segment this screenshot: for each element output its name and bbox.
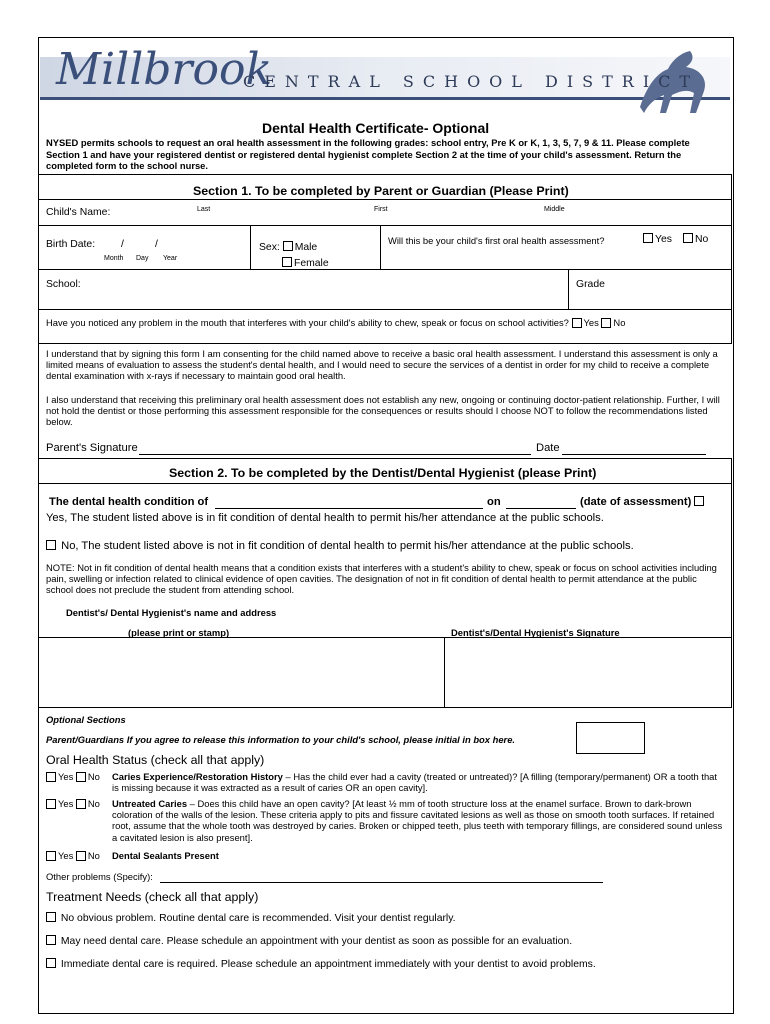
student-name-line[interactable] [215,508,483,509]
sealants-no-checkbox[interactable] [76,851,86,861]
sealants-yes-no [46,850,100,862]
first-assessment-yes [643,234,672,245]
date-label: Date [536,442,560,454]
divider [38,637,732,638]
parent-signature-line[interactable] [139,454,531,455]
sex-field [259,242,317,253]
section1-heading: Section 1. To be completed by Parent or Guardian (Please Print) [193,184,569,198]
yes-label: Yes [58,771,74,782]
sealants-yes-checkbox[interactable] [46,851,56,861]
month-label: Month [104,255,124,262]
yes-label: Yes [58,850,74,861]
male-checkbox[interactable] [283,241,293,251]
intro-text: NYSED permits schools to request an oral health assessment in the following grades: school entry, Pre K or K, 1, 3, 5, 7, 9 & 11. Please complete Section 1 and have your registered dentist or registered dental hygienist complete Section 2 at the time of your child's assessment. Return the completed form to the school nurse. [46,137,690,171]
release-text: Parent/Guardians If you agree to release this information to your child's school, please initial in box here. [46,734,516,745]
no-label: No [87,771,100,782]
problem-no-checkbox[interactable] [601,318,611,328]
note-text: NOTE: Not in fit condition of dental health means that a condition exists that interferes with a student's ability to chew, speak or focus on school activities including pain, swelling or infection related to clinical evidence of open cavities. The designation of not in fit condition of dental health to permit attendance at the public school does not preclude the student from attending school. [46,562,717,596]
treatment-2-checkbox[interactable] [46,935,56,945]
dentist-signature-field[interactable] [446,639,730,707]
treatment-1-checkbox[interactable] [46,912,56,922]
first-assessment-question: Will this be your child's first oral health assessment? [388,235,605,246]
optional-heading: Optional Sections [46,714,126,725]
caries-title: Caries Experience/Restoration History [112,771,283,782]
treatment-option-3 [46,959,596,970]
date-line[interactable] [562,454,706,455]
first-assessment-no [683,234,708,245]
untreated-yes-checkbox[interactable] [46,799,56,809]
middle-label: Middle [544,206,565,213]
problem-yes-checkbox[interactable] [572,318,582,328]
problem-question-text: Have you noticed any problem in the mouth that interferes with your child's ability to chew, speak or focus on school activities? [46,317,569,328]
divider [38,483,732,484]
divider [568,269,569,309]
female-label: Female [294,258,329,269]
birth-date-label: Birth Date: [46,239,96,250]
divider [250,225,251,269]
no-label: No [613,317,626,328]
fit-yes-text: Yes, The student listed above is in fit condition of dental health to permit his/her attendance at the public schools. [46,512,604,524]
dentist-name-field[interactable] [40,639,442,707]
yes-label: Yes [58,798,74,809]
page-title: Dental Health Certificate- Optional [262,120,490,136]
year-label: Year [163,255,178,262]
female-option [282,258,329,269]
other-problems-line[interactable] [160,882,603,883]
last-label: Last [197,206,211,213]
untreated-item [112,798,726,843]
treatment-heading: Treatment Needs (check all that apply) [46,890,259,904]
male-label: Male [294,242,318,253]
untreated-title: Untreated Caries [112,798,188,809]
name-address-label: Dentist's/ Dental Hygienist's name and address [66,607,277,618]
print-stamp-label: (please print or stamp) [128,627,230,638]
caries-no-checkbox[interactable] [76,772,86,782]
caries-item [112,771,726,793]
no-label: No [695,234,709,245]
school-label: School: [46,279,81,290]
consent-paragraph-1: I understand that by signing this form I am consenting for the child named above to receive a basic oral health assessment. I understand this assessment is only a limited means of evaluation to assess the student's dental health, and I would need to secure the services of a dentist in order for my child to receive a complete dental examination with x-rays if necessary to maintain good oral health. [46,348,718,382]
day-label: Day [136,255,149,262]
yes-checkbox[interactable] [643,233,653,243]
no-checkbox[interactable] [683,233,693,243]
problem-question [46,317,625,329]
no-label: No [87,850,100,861]
caries-yes-checkbox[interactable] [46,772,56,782]
treatment-option-2 [46,936,572,947]
divider [38,199,732,200]
district-name: CENTRAL SCHOOL DISTRICT [243,72,700,91]
divider [38,309,732,310]
initial-box[interactable] [576,722,645,754]
divider [380,225,381,269]
condition-suffix-text: (date of assessment) [580,496,692,508]
parent-signature-label: Parent's Signature [46,442,138,454]
caries-text: – Has the child ever had a cavity (treated or untreated)? [A filling (temporary/permanent) OR a tooth that is missing because it was extracted as a result of caries OR an open cavity]. [112,771,717,794]
logo-script: Millbrook [56,44,273,95]
treatment-3-text: Immediate dental care is required. Please schedule an appointment immediately with your dentist to avoid problems. [60,959,596,970]
first-label: First [374,206,388,213]
caries-yes-no [46,771,100,783]
consent-paragraph-2: I also understand that receiving this preliminary oral health assessment does not establish any new, ongoing or continuing doctor-patient relationship. Further, I will not hold the dentist or those performing this assessment responsible for the consequences or results should I choose NOT to follow the recommendations listed below. [46,394,720,428]
dentist-signature-label: Dentist's/Dental Hygienist's Signature [451,627,620,638]
divider [38,225,732,226]
assessment-date-line[interactable] [506,508,576,509]
yes-label: Yes [583,317,599,328]
untreated-yes-no [46,798,100,810]
divider [38,269,732,270]
treatment-option-1 [46,913,456,924]
condition-prefix: The dental health condition of [49,496,209,508]
not-fit-checkbox[interactable] [46,540,56,550]
section2-heading: Section 2. To be completed by the Dentist/Dental Hygienist (please Print) [169,466,597,480]
date-slash: / [155,239,158,250]
treatment-2-text: May need dental care. Please schedule an appointment with your dentist as soon as possible for an evaluation. [60,936,573,947]
grade-label: Grade [576,279,605,290]
oral-status-heading: Oral Health Status (check all that apply) [46,753,265,767]
other-problems-label: Other problems (Specify): [46,871,153,882]
yes-label: Yes [655,234,672,245]
condition-suffix [580,496,706,508]
fit-no-option [46,540,634,552]
condition-on: on [487,496,501,508]
childs-name-label: Child's Name: [46,207,111,218]
treatment-1-text: No obvious problem. Routine dental care is recommended. Visit your dentist regularly. [60,913,456,924]
not-fit-text: No, The student listed above is not in fit condition of dental health to permit his/her attendance at the public schools. [61,540,634,552]
no-label: No [87,798,100,809]
untreated-no-checkbox[interactable] [76,799,86,809]
treatment-3-checkbox[interactable] [46,958,56,968]
date-slash: / [121,239,124,250]
divider [444,637,445,708]
fit-checkbox[interactable] [694,496,704,506]
female-checkbox[interactable] [282,257,292,267]
sealants-title: Dental Sealants Present [112,850,219,861]
untreated-text: – Does this child have an open cavity? [At least ½ mm of tooth structure loss at the enamel surface. Brown to dark-brown coloration of the walls of the lesion. These criteria apply to pits and fissure cavitated lesions as well as those on smooth tooth surfaces. If retained root, assume that the whole tooth was destroyed by caries. Broken or chipped teeth, plus teeth with temporary fillings, are considered sound unless a cavitated lesion is also present]. [112,798,723,843]
sex-label: Sex: [259,242,280,253]
